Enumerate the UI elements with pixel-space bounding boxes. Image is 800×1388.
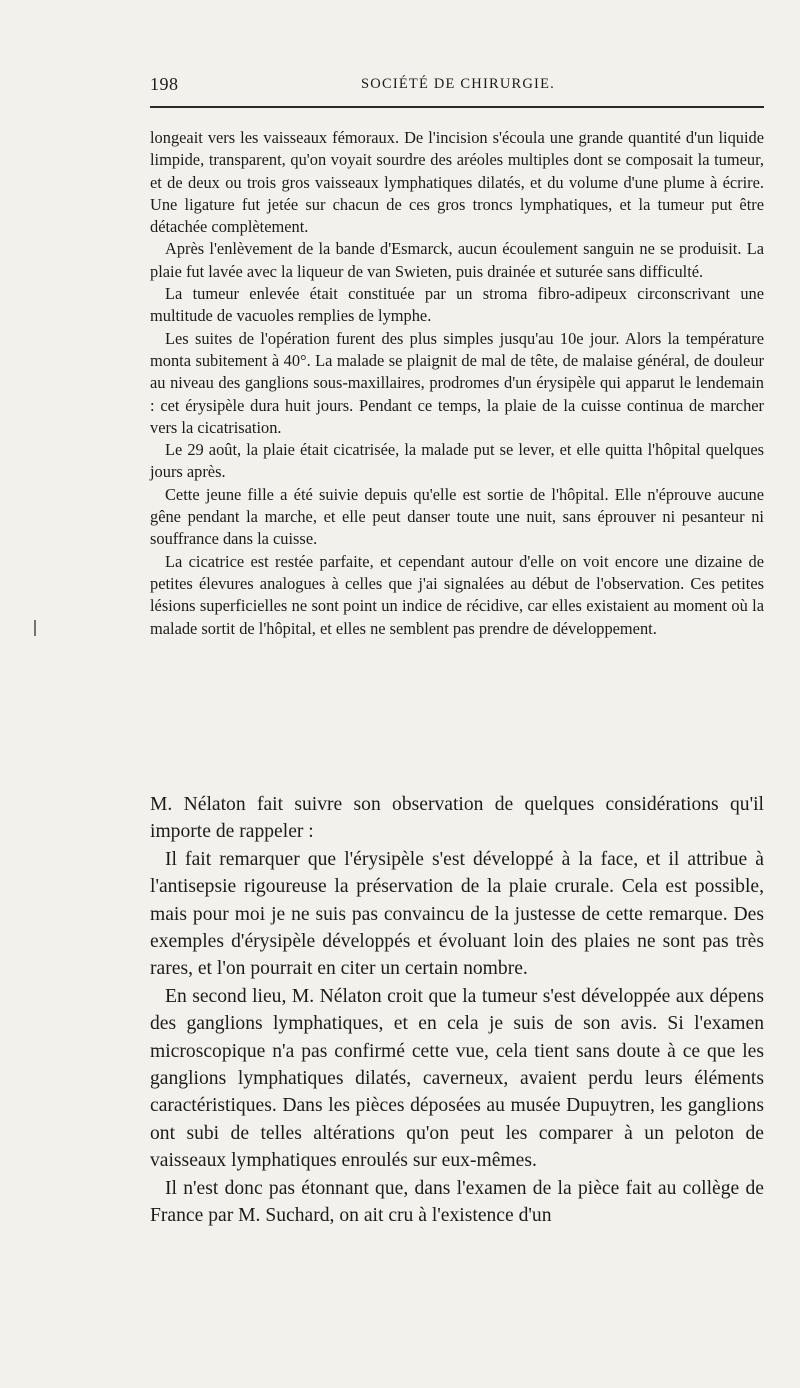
observation-text: [150, 127, 764, 640]
page-number: 198: [150, 74, 179, 94]
header-rule: [150, 106, 764, 108]
paragraph-cicatrice: La cicatrice est restée parfaite, et cependant autour d'elle on voit encore une dizaine de petites élevures analogues à celles que j'ai signalées au début de l'observation. Ces petites lésions superficielles ne sont point un indice de récidive, car elles existaient au moment où la malade sortit de l'hôpital, et elles ne semblent pas prendre de développement.: [150, 551, 764, 638]
paragraph-continuation: longeait vers les vaisseaux fémoraux. De l'incision s'écoula une grande quantité d'un liquide limpide, transparent, qu'on voyait sourdre des aréoles multiples dont se composait la tumeur, et de deux ou trois gros vaisseaux lymphatiques dilatés, et du volume d'une plume à écrire. Une ligature fut jetée sur chacun de ces gros troncs lymphatiques, et la tumeur put être détachée complètement.: [150, 128, 764, 237]
paragraph-esmarck: Après l'enlèvement de la bande d'Esmarck, aucun écoulement sanguin ne se produisit. La plaie fut lavée avec la liqueur de van Swieten, puis drainée et suturée sans difficulté.: [150, 239, 764, 281]
paragraph-examen: Il n'est donc pas étonnant que, dans l'examen de la pièce fait au collège de France par M. Suchard, on ait cru à l'existence d'un: [150, 1177, 764, 1227]
paragraph-suites: Les suites de l'opération furent des plus simples jusqu'au 10e jour. Alors la température monta subitement à 40°. La malade se plaignit de mal de tête, de malaise général, de douleur au niveau des ganglions sous-maxillaires, prodromes d'un érysipèle qui apparut le lendemain : cet érysipèle dura huit jours. Pendant ce temps, la plaie de la cuisse continua de marcher vers la cicatrisation.: [150, 328, 764, 437]
paragraph-jeune-fille: Cette jeune fille a été suivie depuis qu'elle est sortie de l'hôpital. Elle n'éprouve aucune gêne pendant la marche, et elle peut danser toute une nuit, sans éprouver ni pesanteur ni souffrance dans la cuisse.: [150, 484, 764, 549]
paragraph-erysipele: Il fait remarquer que l'érysipèle s'est développé à la face, et il attribue à l'antisepsie rigoureuse la préservation de la plaie crurale. Cela est possible, mais pour moi je ne suis pas convaincu de la justesse de cette remarque. Des exemples d'érysipèle développés et évoluant loin des plaies ne sont pas très rares, et l'on pourrait en citer un certain nombre.: [150, 848, 764, 980]
paragraph-second-lieu: En second lieu, M. Nélaton croit que la tumeur s'est développée aux dépens des ganglions lymphatiques, et en cela je suis de son avis. Si l'examen microscopique n'a pas confirmé cette vue, cela tient sans doute à ce que les ganglions lymphatiques dilatés, caverneux, avaient perdu leurs éléments caractéristiques. Dans les pièces déposées au musée Dupuytren, les ganglions ont subi de telles altérations qu'on peut les comparer à un peloton de vaisseaux lymphatiques enroulés sur eux-mêmes.: [150, 985, 764, 1172]
margin-mark: [34, 620, 36, 636]
paragraph-considerations: M. Nélaton fait suivre son observation de quelques considérations qu'il importe de rappeler :: [150, 794, 764, 843]
paragraph-29-aout: Le 29 août, la plaie était cicatrisée, la malade put se lever, et elle quitta l'hôpital quelques jours après.: [150, 440, 764, 482]
paragraph-tumeur: La tumeur enlevée était constituée par un stroma fibro-adipeux circonscrivant une multitude de vacuoles remplies de lymphe.: [150, 284, 764, 326]
commentary-text: [150, 791, 764, 1230]
page-header: [150, 74, 766, 98]
running-title: SOCIÉTÉ DE CHIRURGIE.: [361, 76, 555, 92]
